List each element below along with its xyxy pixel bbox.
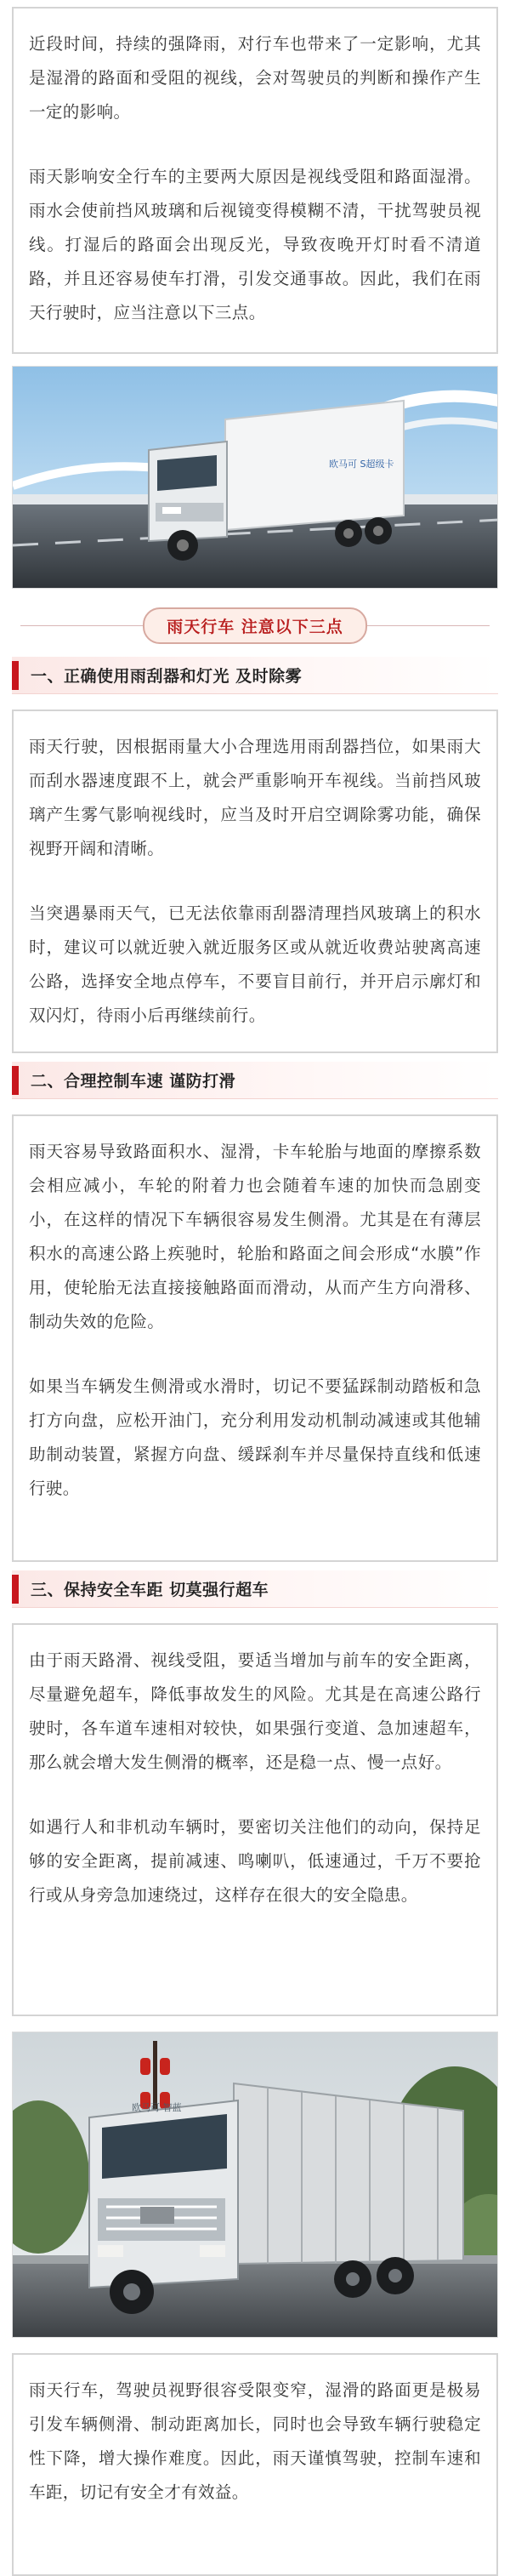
truck-cab-text: 欧马可 智蓝 bbox=[132, 2102, 182, 2113]
intro-paragraph-2: 雨天影响安全行车的主要两大原因是视线受阻和路面湿滑。雨水会使前挡风玻璃和后视镜变得模糊不清，干扰驾驶员视线。打湿后的路面会出现反光，导致夜晚开灯时看不清道路，并且还容易使车打滑，引发交通事故。因此，我们在雨天行驶时，应当注意以下三点。 bbox=[29, 167, 481, 322]
truck-box-text: 欧马可 S超级卡 bbox=[329, 459, 394, 470]
truck-bridge-photo bbox=[12, 366, 498, 589]
intro-paragraph-1: 近段时间，持续的强降雨，对行车也带来了一定影响，尤其是湿滑的路面和受阻的视线，会对驾驶员的判断和操作产生一定的影响。 bbox=[29, 34, 481, 122]
section-1-text-box bbox=[12, 710, 498, 1053]
truck-street-illustration bbox=[13, 2032, 498, 2338]
section-2-paragraph-1: 雨天容易导致路面积水、湿滑，卡车轮胎与地面的摩擦系数会相应减小，车轮的附着力也会随着车速的加快而急剧变小，在这样的情况下车辆很容易发生侧滑。尤其是在有薄层积水的高速公路上疾驰时，轮胎和路面之间会形成“水膜”作用，使轮胎无法直接接触路面而滑动，从而产生方向滑移、制动失效的危险。 bbox=[29, 1142, 481, 1331]
section-3-heading bbox=[12, 1570, 498, 1608]
banner-title: 雨天行车 注意以下三点 bbox=[143, 607, 367, 644]
article bbox=[0, 7, 510, 2576]
truck-street-photo bbox=[12, 2032, 498, 2338]
section-1-paragraph-2: 当突遇暴雨天气，已无法依靠雨刮器清理挡风玻璃上的积水时，建议可以就近驶入就近服务区或从就近收费站驶离高速公路，选择安全地点停车，不要盲目前行，并开启示廓灯和双闪灯，待雨小后再继续前行。 bbox=[29, 903, 481, 1025]
section-1-heading bbox=[12, 657, 498, 694]
section-1-paragraph-1: 雨天行驶，因根据雨量大小合理选用雨刮器挡位，如果雨大而刮水器速度跟不上，就会严重影响开车视线。当前挡风玻璃产生雾气影响视线时，应当及时开启空调除雾功能，确保视野开阔和清晰。 bbox=[29, 737, 481, 858]
heading-accent-bar bbox=[12, 1066, 19, 1095]
section-3-text-box bbox=[12, 1623, 498, 2016]
intro-text-box bbox=[12, 7, 498, 354]
section-2-text-box bbox=[12, 1114, 498, 1562]
heading-accent-bar bbox=[12, 661, 19, 690]
section-3-paragraph-1: 由于雨天路滑、视线受阻，要适当增加与前车的安全距离，尽量避免超车，降低事故发生的风险。尤其是在高速公路行驶时，各车道车速相对较快，如果强行变道、急加速超车，那么就会增大发生侧滑的概率，还是稳一点、慢一点好。 bbox=[29, 1650, 481, 1772]
section-2-title: 二、合理控制车速 谨防打滑 bbox=[31, 1072, 236, 1091]
outro-paragraph: 雨天行车，驾驶员视野很容受限变窄，湿滑的路面更是极易引发车辆侧滑、制动距离加长，同时也会导致车辆行驶稳定性下降，增大操作难度。因此，雨天谨慎驾驶，控制车速和车距，切记有安全才有效益。 bbox=[29, 2380, 481, 2502]
section-2-heading bbox=[12, 1062, 498, 1099]
section-2-paragraph-2: 如果当车辆发生侧滑或水滑时，切记不要猛踩制动踏板和急打方向盘，应松开油门，充分利用发动机制动减速或其他辅助制动装置，紧握方向盘、缓踩刹车并尽量保持直线和低速行驶。 bbox=[29, 1376, 481, 1498]
outro-text-box bbox=[12, 2353, 498, 2576]
truck-bridge-illustration bbox=[13, 367, 498, 589]
section-banner bbox=[12, 599, 498, 652]
section-3-title: 三、保持安全车距 切莫强行超车 bbox=[31, 1581, 269, 1599]
heading-accent-bar bbox=[12, 1575, 19, 1604]
section-3-paragraph-2: 如遇行人和非机动车辆时，要密切关注他们的动向，保持足够的安全距离，提前减速、鸣喇叭，低速通过，千万不要抢行或从身旁急加速绕过，这样存在很大的安全隐患。 bbox=[29, 1817, 481, 1905]
section-1-title: 一、正确使用雨刮器和灯光 及时除雾 bbox=[31, 667, 303, 686]
